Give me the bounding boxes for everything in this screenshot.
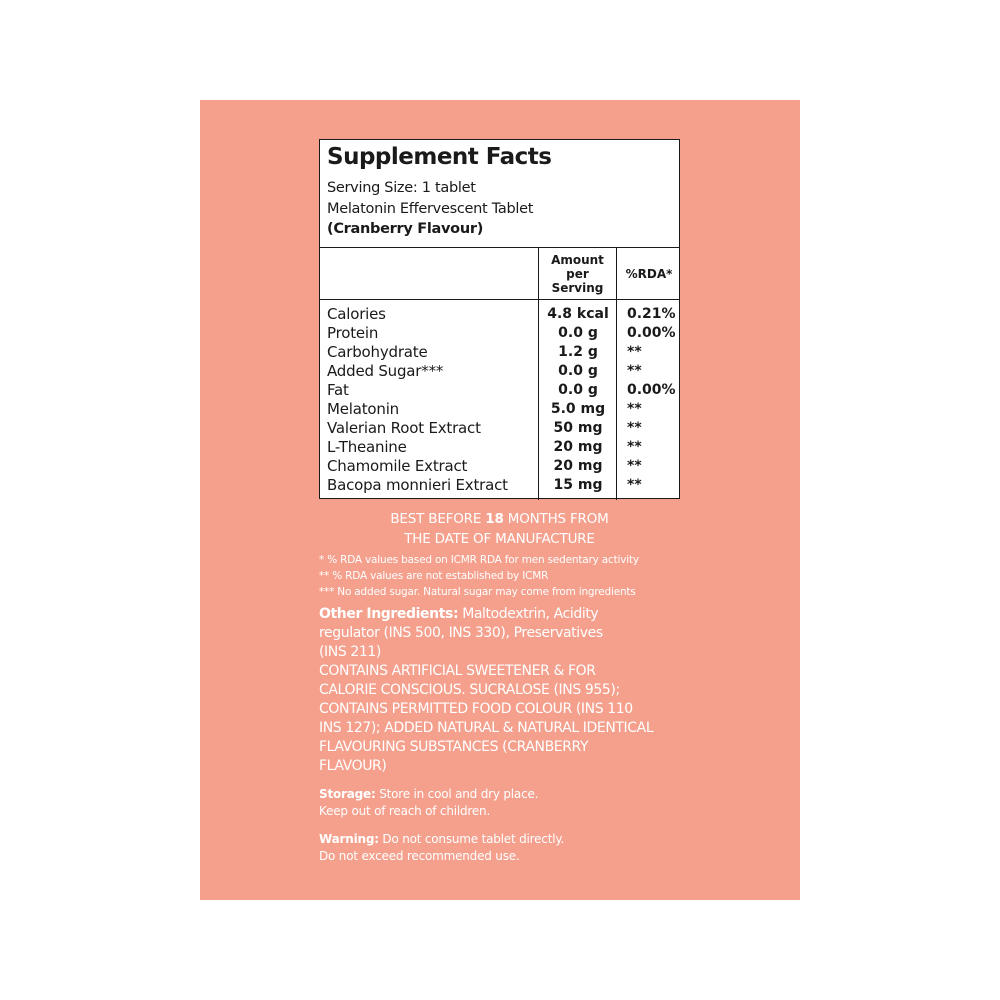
nutrient-amount: 0.0 g — [558, 382, 598, 398]
nutrient-amount: 50 mg — [553, 420, 603, 436]
nutrient-name: L-Theanine — [327, 438, 407, 456]
note-line: *** No added sugar. Natural sugar may come from ingredients — [319, 586, 636, 598]
flavour-name: (Cranberry Flavour) — [327, 221, 484, 237]
nutrient-rda: ** — [627, 439, 642, 455]
table-row — [320, 362, 679, 381]
best-before: BEST BEFORE 18 MONTHS FROM THE DATE OF MANUFACTURE — [390, 511, 609, 547]
nutrient-name: Calories — [327, 305, 386, 323]
table-row — [320, 400, 679, 419]
nutrient-rda: ** — [627, 344, 642, 360]
nutrient-amount: 0.0 g — [558, 363, 598, 379]
column-header-amount: Amount per Serving — [551, 253, 604, 295]
nutrient-name: Protein — [327, 324, 379, 342]
nutrient-rda: ** — [627, 363, 642, 379]
nutrient-name: Fat — [327, 381, 349, 399]
table-row — [320, 476, 679, 495]
table-row — [320, 419, 679, 438]
product-name: Melatonin Effervescent Tablet — [327, 201, 534, 217]
nutrient-rda: 0.00% — [627, 325, 676, 341]
table-row — [320, 438, 679, 457]
nutrient-rda: ** — [627, 420, 642, 436]
table-row — [320, 457, 679, 476]
nutrient-rda: ** — [627, 458, 642, 474]
nutrient-amount: 5.0 mg — [550, 401, 606, 417]
other-ingredients: Other Ingredients: Maltodextrin, Acidity regulator (INS 500, INS 330), Preservatives (INS 211) CONTAINS ARTIFICIAL SWEETENER & FOR CALORIE CONSCIOUS. SUCRALOSE (INS 955); CONTAINS PERMITTED FOOD COLOUR (INS 110 INS 127); ADDED NATURAL & NATURAL IDENTICAL FLAVOURING SUBSTANCES (CRANBERRY FLAVOUR) — [319, 606, 654, 774]
nutrient-name: Chamomile Extract — [327, 457, 468, 475]
nutrient-amount: 15 mg — [553, 477, 603, 493]
table-row — [320, 343, 679, 362]
nutrient-rda: 0.00% — [627, 382, 676, 398]
nutrient-rda: ** — [627, 477, 642, 493]
nutrient-amount: 20 mg — [553, 458, 603, 474]
table-row — [320, 305, 679, 324]
table-row — [320, 324, 679, 343]
nutrient-name: Carbohydrate — [327, 343, 428, 361]
nutrient-rda: 0.21% — [627, 306, 676, 322]
serving-size: Serving Size: 1 tablet — [327, 180, 476, 196]
divider-header-bottom — [320, 299, 679, 300]
warning-info: Warning: Do not consume tablet directly. Do not exceed recommended use. — [319, 832, 565, 863]
nutrient-amount: 0.0 g — [558, 325, 598, 341]
nutrient-amount: 1.2 g — [558, 344, 598, 360]
nutrient-amount: 20 mg — [553, 439, 603, 455]
rda-notes — [319, 552, 699, 600]
table-row — [320, 381, 679, 400]
note-line: * % RDA values based on ICMR RDA for men sedentary activity — [319, 554, 639, 566]
nutrient-amount: 4.8 kcal — [547, 306, 609, 322]
nutrient-name: Added Sugar*** — [327, 362, 444, 380]
nutrient-name: Melatonin — [327, 400, 399, 418]
divider-header-top — [320, 247, 679, 248]
facts-title: Supplement Facts — [327, 144, 552, 170]
storage-info: Storage: Store in cool and dry place. Keep out of reach of children. — [319, 787, 539, 818]
facts-rows — [320, 305, 679, 495]
nutrient-name: Valerian Root Extract — [327, 419, 481, 437]
supplement-facts-table — [319, 139, 680, 499]
nutrient-name: Bacopa monnieri Extract — [327, 476, 508, 494]
column-header-rda: %RDA* — [625, 267, 673, 281]
nutrient-rda: ** — [627, 401, 642, 417]
note-line: ** % RDA values are not established by ICMR — [319, 570, 549, 582]
